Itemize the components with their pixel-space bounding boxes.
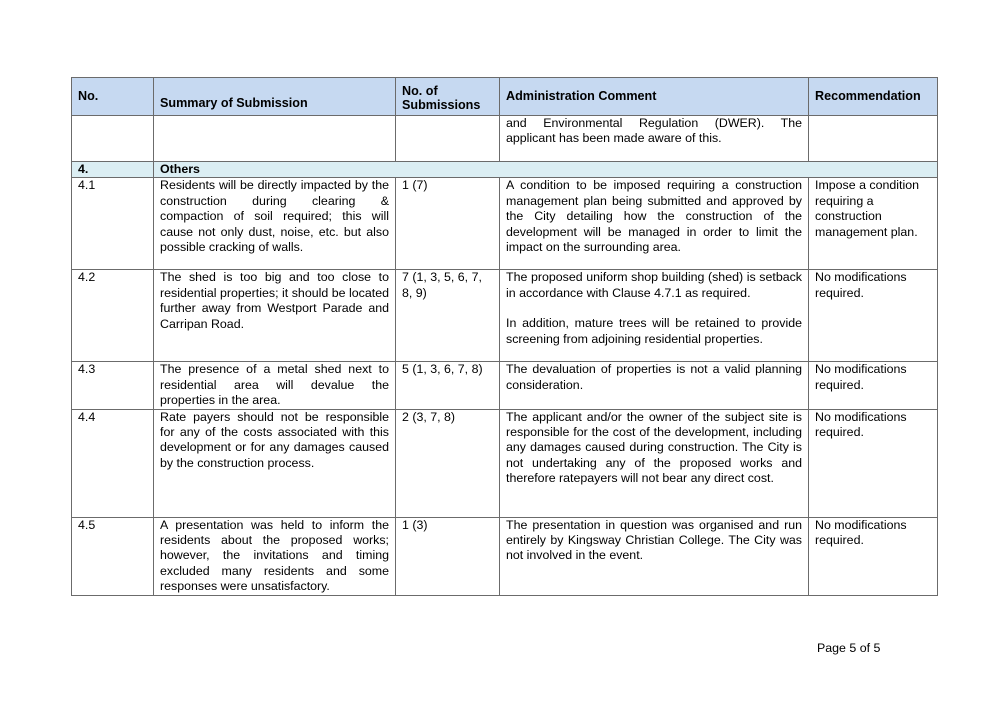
continuation-row: [72, 116, 938, 162]
cell-no: [72, 116, 154, 162]
table-header-row: [72, 78, 938, 116]
cell-comment: The applicant and/or the owner of the subject site is responsible for the cost of the development, including any damages caused during construction. The City is not undertaking any of the proposed works and therefore ratepayers will not bear any direct cost.: [500, 409, 809, 517]
header-no: No.: [72, 78, 154, 116]
cell-comment: A condition to be imposed requiring a construction management plan being submitted and approved by the City detailing how the construction of the development will be managed in order to limit the impact on the surrounding area.: [500, 178, 809, 270]
table-row: [72, 362, 938, 409]
cell-recommendation: No modifications required.: [809, 517, 938, 595]
cell-no: 4.1: [72, 178, 154, 270]
cell-count: 2 (3, 7, 8): [396, 409, 500, 517]
cell-count: [396, 116, 500, 162]
cell-recommendation: No modifications required.: [809, 270, 938, 362]
cell-count: 1 (3): [396, 517, 500, 595]
header-comment: Administration Comment: [500, 78, 809, 116]
cell-summary: Residents will be directly impacted by the construction during clearing & compaction of soil required; this will cause not only dust, noise, etc. but also possible cracking of walls.: [154, 178, 396, 270]
cell-recommendation: Impose a condition requiring a construction management plan.: [809, 178, 938, 270]
cell-recommendation: No modifications required.: [809, 362, 938, 409]
page-number: Page 5 of 5: [817, 641, 881, 655]
cell-comment: The devaluation of properties is not a valid planning consideration.: [500, 362, 809, 409]
header-summary: Summary of Submission: [154, 78, 396, 116]
cell-comment: The presentation in question was organised and run entirely by Kingsway Christian College. The City was not involved in the event.: [500, 517, 809, 595]
comment-paragraph: In addition, mature trees will be retained to provide screening from adjoining residential properties.: [506, 316, 802, 346]
comment-paragraph: The proposed uniform shop building (shed) is setback in accordance with Clause 4.7.1 as required.: [506, 270, 802, 300]
cell-recommendation: [809, 116, 938, 162]
cell-count: 1 (7): [396, 178, 500, 270]
section-title: Others: [154, 162, 938, 178]
table-row: [72, 409, 938, 517]
cell-count: 7 (1, 3, 5, 6, 7, 8, 9): [396, 270, 500, 362]
cell-summary: A presentation was held to inform the residents about the proposed works; however, the invitations and timing excluded many residents and some responses were unsatisfactory.: [154, 517, 396, 595]
cell-count: 5 (1, 3, 6, 7, 8): [396, 362, 500, 409]
header-count: No. of Submissions: [396, 78, 500, 116]
table-row: [72, 178, 938, 270]
cell-no: 4.3: [72, 362, 154, 409]
cell-no: 4.5: [72, 517, 154, 595]
cell-summary: Rate payers should not be responsible for any of the costs associated with this development or for any damages caused by the construction process.: [154, 409, 396, 517]
cell-summary: [154, 116, 396, 162]
cell-recommendation: No modifications required.: [809, 409, 938, 517]
cell-summary: The presence of a metal shed next to residential area will devalue the properties in the area.: [154, 362, 396, 409]
cell-no: 4.2: [72, 270, 154, 362]
cell-comment: and Environmental Regulation (DWER). The applicant has been made aware of this.: [500, 116, 809, 162]
cell-summary: The shed is too big and too close to residential properties; it should be located further away from Westport Parade and Carripan Road.: [154, 270, 396, 362]
section-row: [72, 162, 938, 178]
header-recommendation: Recommendation: [809, 78, 938, 116]
cell-comment: [500, 270, 809, 362]
submissions-table: [71, 77, 938, 596]
paragraph-gap: [506, 301, 802, 316]
table-row: [72, 517, 938, 595]
cell-no: 4.4: [72, 409, 154, 517]
table-row: [72, 270, 938, 362]
section-number: 4.: [72, 162, 154, 178]
